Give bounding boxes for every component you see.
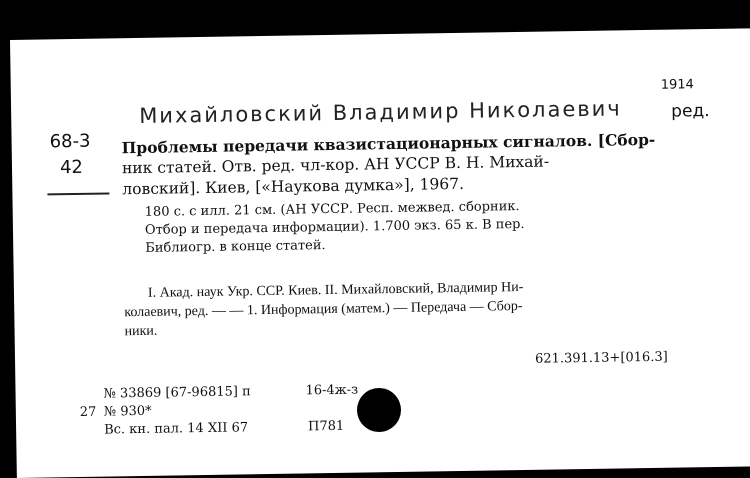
entry-title-line-1: Проблемы передачи квазистационарных сигналов. [Сбор- (121, 129, 656, 158)
shelfmark-divider (47, 192, 109, 195)
entry-title-line-2: ник статей. Отв. ред. чл-кор. АН УССР В. Н. Михай- (121, 152, 550, 178)
entry-desc-line-3: Библиогр. в конце статей. (145, 238, 326, 256)
tracing-line-2: колаевич, ред. — — 1. Информация (матем.) — Передача — Сбор- (124, 298, 523, 321)
punch-hole (357, 388, 401, 432)
entry-desc-line-2: Отбор и передача информации). 1.700 экз. 65 к. В пер. (144, 216, 525, 238)
shelfmark-top: 68-3 (49, 130, 91, 153)
handwritten-author: Михайловский Владимир Николаевич (139, 96, 622, 128)
footer-code-2: П781 (307, 418, 345, 435)
handwritten-role: ред. (671, 101, 710, 122)
card-top-shadow (0, 0, 750, 6)
footer-date-line: Вс. кн. пал. 14 XII 67 (104, 420, 249, 438)
footer-code-1: 16-4ж-з (305, 382, 359, 399)
entry-desc-line-1: 180 с. с илл. 21 см. (АН УССР. Респ. межвед. сборник. (144, 199, 520, 220)
footer-order-line: № 930* (103, 403, 152, 420)
classification-code: 621.391.13+[016.3] (534, 349, 668, 367)
shelfmark-bottom: 42 (59, 156, 84, 179)
footer-number-line: № 33869 [67-96815] п (103, 384, 251, 402)
entry-title-line-3: ловский]. Киев, [«Наукова думка»], 1967. (122, 174, 465, 199)
footer-prefix: 27 (79, 404, 97, 420)
handwritten-year: 1914 (660, 77, 694, 93)
tracing-line-3: ники. (124, 323, 158, 340)
tracing-line-1: I. Акад. наук Укр. ССР. Киев. II. Михайловский, Владимир Ни- (147, 279, 524, 301)
